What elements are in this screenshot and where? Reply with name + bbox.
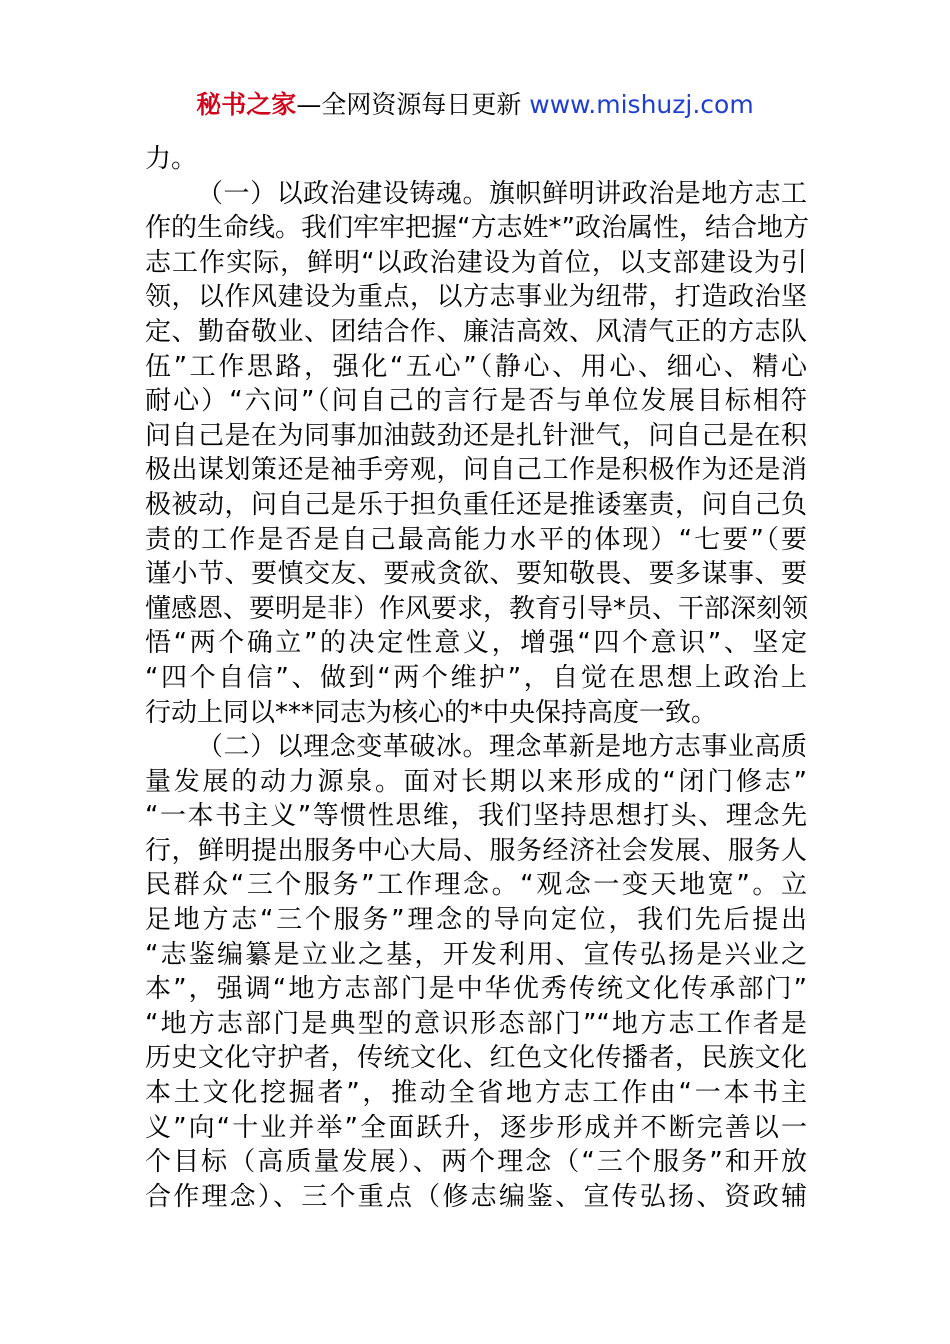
site-tagline: —全网资源每日更新 [296,90,530,119]
text-line: 极出谋划策还是袖手旁观，问自己工作是积极作为还是消 [145,455,807,486]
text-line: 伍”工作思路，强化“五心”（静心、用心、细心、精心 [145,351,807,382]
text-line: 量发展的动力源泉。面对长期以来形成的“闭门修志” [145,766,807,797]
text-line: 问自己是在为同事加油鼓劲还是扎针泄气，问自己是在积 [145,420,807,451]
document-body [145,142,807,1214]
text-line: “四个自信”、做到“两个维护”，自觉在思想上政治上 [145,662,807,693]
text-line: 合作理念）、三个重点（修志编鉴、宣传弘扬、资政辅 [145,1181,807,1212]
text-line: 懂感恩、要明是非）作风要求，教育引导*员、干部深刻领 [145,593,809,624]
text-line: 耐心）“六问”（问自己的言行是否与单位发展目标相符 [145,386,807,417]
text-line: （二）以理念变革破冰。理念革新是地方志事业高质 [197,732,807,763]
site-url-link[interactable]: www.mishuzj.com [529,90,754,119]
text-line: 足地方志“三个服务”理念的导向定位，我们先后提出 [145,905,807,936]
text-line: 义”向“十业并举”全面跃升，逐步形成并不断完善以一 [145,1112,807,1143]
site-brand: 秘书之家 [196,90,297,119]
text-line: 历史文化守护者，传统文化、红色文化传播者，民族文化 [145,1043,807,1074]
text-line: 谨小节、要慎交友、要戒贪欲、要知敬畏、要多谋事、要 [145,559,807,590]
text-line: 本”，强调“地方志部门是中华优秀传统文化传承部门” [145,974,807,1005]
text-line: “志鉴编纂是立业之基，开发利用、宣传弘扬是兴业之 [145,939,807,970]
text-line: 领，以作风建设为重点，以方志事业为纽带，打造政治坚 [145,282,807,313]
page-header [0,88,950,122]
text-line: 悟“两个确立”的决定性意义，增强“四个意识”、坚定 [145,628,807,659]
text-line: 志工作实际，鲜明“以政治建设为首位，以支部建设为引 [145,247,807,278]
text-line: 定、勤奋敬业、团结合作、廉洁高效、风清气正的方志队 [145,316,807,347]
text-line: “一本书主义”等惯性思维，我们坚持思想打头、理念先 [145,801,807,832]
text-line: 极被动，问自己是乐于担负重任还是推诿塞责，问自己负 [145,489,807,520]
text-line: 责的工作是否是自己最高能力水平的体现）“七要”（要 [145,524,807,555]
text-line: 本土文化挖掘者”，推动全省地方志工作由“一本书主 [145,1078,807,1109]
text-line: 民群众“三个服务”工作理念。“观念一变天地宽”。立 [145,870,807,901]
text-line: 力。 [145,144,198,174]
text-line: 作的生命线。我们牢牢把握“方志姓*”政治属性，结合地方 [145,213,809,244]
text-line: 行动上同以***同志为核心的*中央保持高度一致。 [145,697,718,728]
text-line: （一）以政治建设铸魂。旗帜鲜明讲政治是地方志工 [197,178,807,209]
text-line: 个目标（高质量发展）、两个理念（“三个服务”和开放 [145,1147,807,1178]
text-line: “地方志部门是典型的意识形态部门”“地方志工作者是 [145,1008,807,1039]
text-line: 行，鲜明提出服务中心大局、服务经济社会发展、服务人 [145,835,807,866]
